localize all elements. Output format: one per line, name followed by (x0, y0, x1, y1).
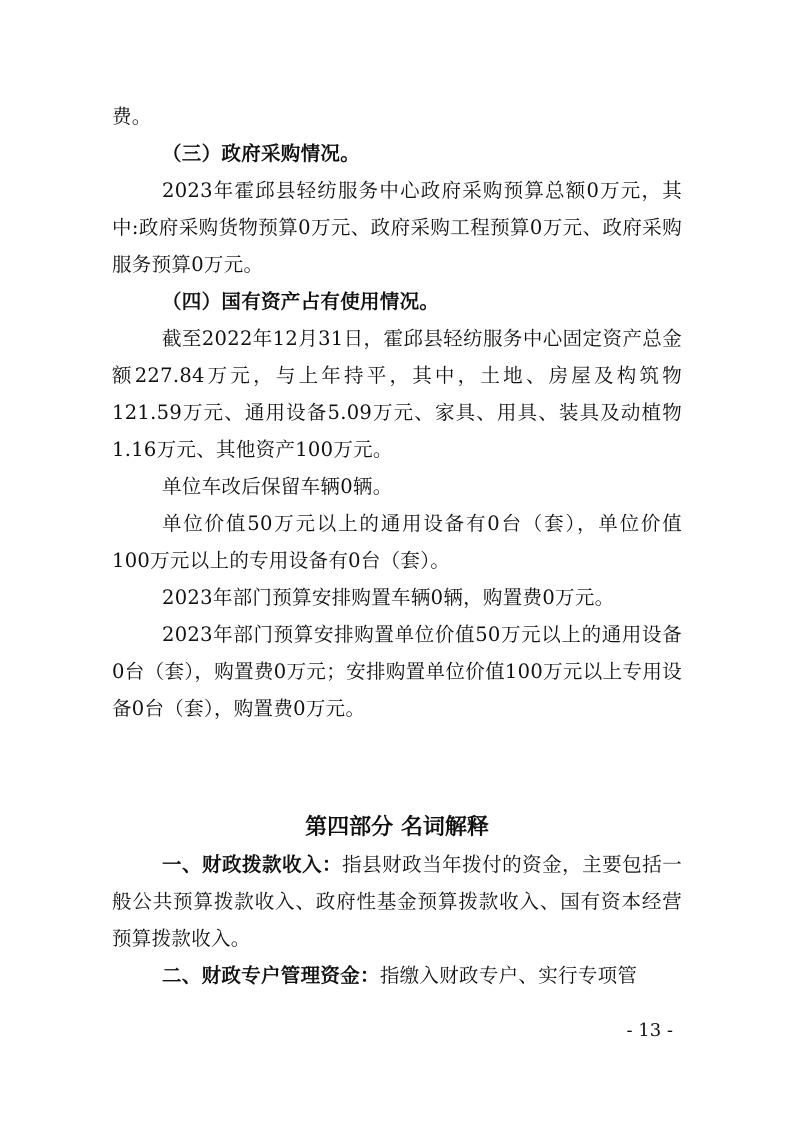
definition-term: 一、财政拨款收入： (162, 853, 343, 876)
paragraph-continuation: 费。 (112, 105, 152, 128)
top-text-block (112, 98, 682, 727)
section-title-glossary: 第四部分 名词解释 (305, 815, 489, 840)
paragraph-vehicles-retained: 单位车改后保留车辆0辆。 (162, 475, 393, 498)
page-number: - 13 - (626, 1020, 673, 1041)
paragraph-equipment-count: 单位价值50万元以上的通用设备有0台（套），单位价值100万元以上的专用设备有0台（套）。 (112, 512, 682, 572)
paragraph-fixed-assets: 截至2022年12月31日，霍邱县轻纺服务中心固定资产总金额227.84万元，与上年持平，其中，土地、房屋及构筑物121.59万元、通用设备5.09万元、家具、用具、装具及动植物1.16万元、其他资产100万元。 (112, 327, 682, 461)
definition-text: 指县财政当年拨付的资金，主要包括一般公共预算拨款收入、政府性基金预算拨款收入、国有资本经营预算拨款收入。 (112, 853, 682, 950)
definition-special-account-funds (112, 957, 682, 994)
heading-government-procurement: （三）政府采购情况。 (162, 142, 361, 165)
heading-state-assets: （四）国有资产占有使用情况。 (162, 290, 440, 313)
definition-text: 指缴入财政专户、实行专项管 (379, 964, 638, 987)
paragraph-equipment-purchase: 2023年部门预算安排购置单位价值50万元以上的通用设备0台（套），购置费0万元；安排购置单位价值100万元以上专用设备0台（套），购置费0万元。 (112, 623, 682, 720)
paragraph-vehicle-purchase: 2023年部门预算安排购置车辆0辆，购置费0万元。 (162, 586, 615, 609)
definition-term: 二、财政专户管理资金： (162, 964, 380, 987)
definition-fiscal-appropriation (112, 846, 682, 957)
paragraph-procurement-budget: 2023年霍邱县轻纺服务中心政府采购预算总额0万元，其中:政府采购货物预算0万元、政府采购工程预算0万元、政府采购服务预算0万元。 (112, 179, 682, 276)
definitions-block (112, 846, 682, 994)
